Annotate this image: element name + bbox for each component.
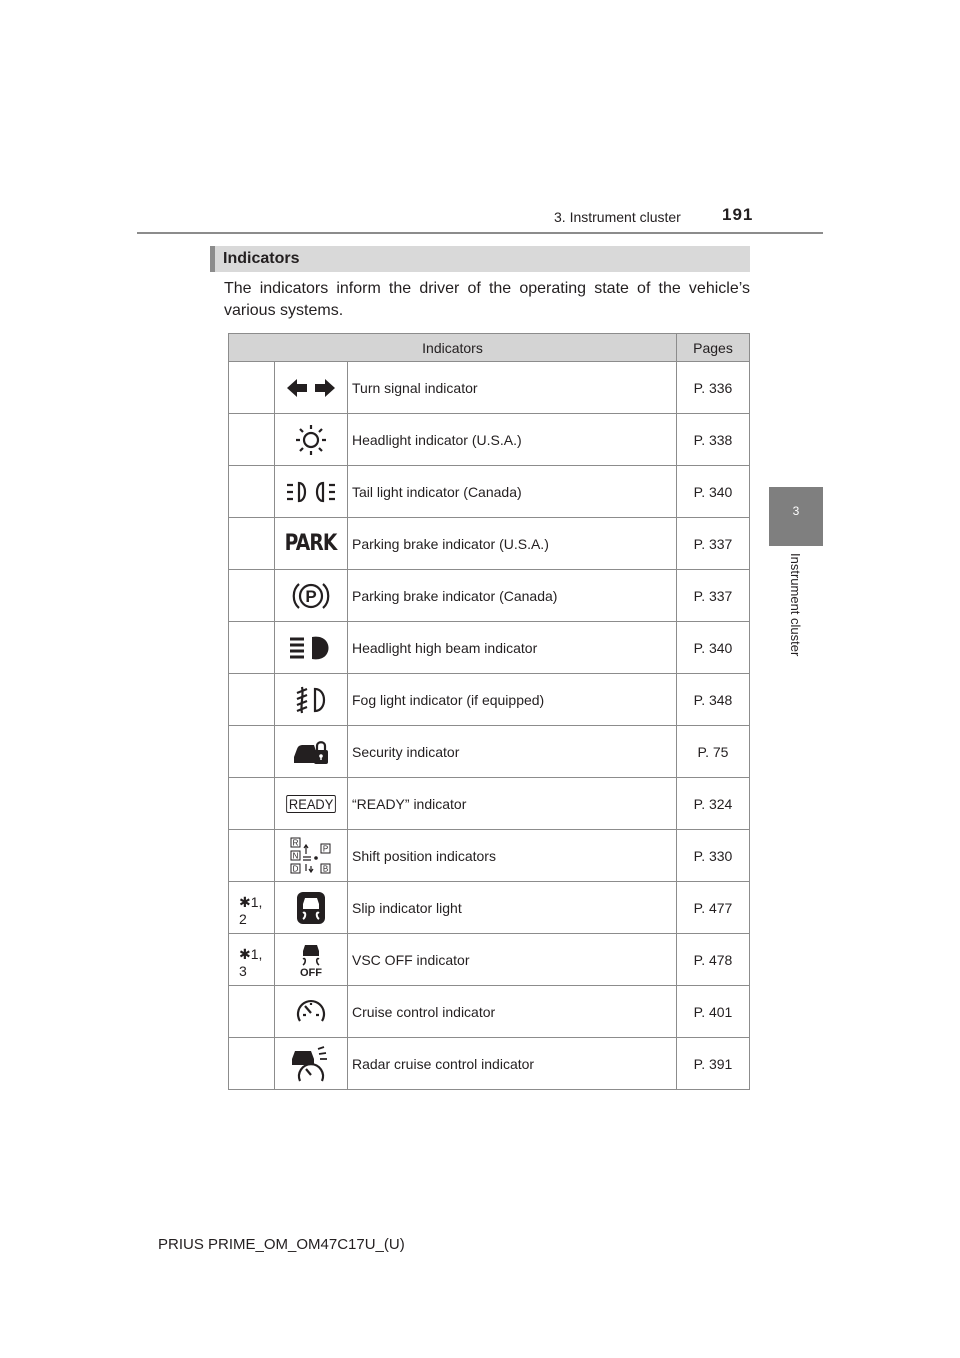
indicator-name: VSC OFF indicator — [348, 934, 677, 986]
page-reference: P. 348 — [677, 674, 750, 726]
parking-brake-letter: P — [305, 586, 317, 606]
row-note-cell — [229, 830, 275, 882]
table-row — [229, 986, 750, 1038]
page-reference: P. 391 — [677, 1038, 750, 1090]
page-reference: P. 75 — [677, 726, 750, 778]
indicator-name: Tail light indicator (Canada) — [348, 466, 677, 518]
indicator-name: Security indicator — [348, 726, 677, 778]
table-row — [229, 518, 750, 570]
table-row — [229, 1038, 750, 1090]
table-row — [229, 466, 750, 518]
vsc-off-icon — [275, 934, 348, 986]
table-row — [229, 414, 750, 466]
indicator-name: Fog light indicator (if equipped) — [348, 674, 677, 726]
page-reference: P. 340 — [677, 466, 750, 518]
ready-icon — [275, 778, 348, 830]
row-note-cell — [229, 778, 275, 830]
row-note-cell — [229, 622, 275, 674]
row-note-cell — [229, 1038, 275, 1090]
row-note-cell — [229, 674, 275, 726]
turn-signal-icon — [275, 362, 348, 414]
indicator-name: Parking brake indicator (U.S.A.) — [348, 518, 677, 570]
table-row — [229, 882, 750, 934]
indicator-name: Shift position indicators — [348, 830, 677, 882]
document-footer: PRIUS PRIME_OM_OM47C17U_(U) — [158, 1236, 405, 1253]
shift-label-d: D — [292, 864, 299, 873]
footnote-numbers: 1, 3 — [239, 946, 263, 979]
shift-label-n: N — [292, 851, 299, 860]
shift-label-p: P — [322, 844, 329, 853]
indicators-table — [228, 333, 750, 1090]
row-note-cell — [229, 414, 275, 466]
footnote-ref — [229, 934, 274, 979]
headlight-icon — [275, 414, 348, 466]
row-note-cell — [229, 986, 275, 1038]
radar-cruise-icon — [275, 1038, 348, 1090]
row-note-cell — [229, 466, 275, 518]
row-note-cell — [229, 362, 275, 414]
park-text-icon — [275, 518, 348, 570]
park-label: PARK — [285, 531, 337, 556]
slip-indicator-icon — [275, 882, 348, 934]
chapter-tab-label: Instrument cluster — [788, 553, 803, 657]
indicator-name: Cruise control indicator — [348, 986, 677, 1038]
indicator-name: Radar cruise control indicator — [348, 1038, 677, 1090]
table-row — [229, 362, 750, 414]
section-heading-bar — [210, 246, 750, 272]
header-pages: Pages — [677, 334, 750, 362]
page-reference: P. 340 — [677, 622, 750, 674]
asterisk-icon: ✱ — [239, 894, 251, 910]
header-rule — [137, 232, 823, 234]
footnote-numbers: 1, 2 — [239, 894, 263, 927]
page-reference: P. 336 — [677, 362, 750, 414]
vsc-off-label: OFF — [300, 966, 322, 978]
section-intro: The indicators inform the driver of the operating state of the vehicle’s various systems. — [224, 280, 750, 319]
row-note-cell — [229, 570, 275, 622]
parking-brake-p-icon — [275, 570, 348, 622]
page-number: 191 — [722, 205, 754, 224]
indicator-name: Parking brake indicator (Canada) — [348, 570, 677, 622]
section-heading-marker — [210, 246, 215, 272]
page-reference: P. 337 — [677, 518, 750, 570]
chapter-tab: 3 — [769, 487, 823, 546]
page-reference: P. 324 — [677, 778, 750, 830]
asterisk-icon: ✱ — [239, 946, 251, 962]
high-beam-icon — [275, 622, 348, 674]
table-row — [229, 726, 750, 778]
shift-label-r: R — [292, 838, 299, 847]
indicator-name: Headlight indicator (U.S.A.) — [348, 414, 677, 466]
page-reference: P. 338 — [677, 414, 750, 466]
page-reference: P. 477 — [677, 882, 750, 934]
indicator-name: “READY” indicator — [348, 778, 677, 830]
row-note-cell — [229, 934, 275, 986]
indicator-name: Turn signal indicator — [348, 362, 677, 414]
running-header-section: 3. Instrument cluster — [554, 209, 681, 225]
header-indicators: Indicators — [229, 334, 677, 362]
page-reference: P. 478 — [677, 934, 750, 986]
shift-label-b: B — [322, 864, 329, 873]
table-header-row — [229, 334, 750, 362]
table-row — [229, 934, 750, 986]
indicator-name: Headlight high beam indicator — [348, 622, 677, 674]
page-reference: P. 401 — [677, 986, 750, 1038]
security-lock-icon — [275, 726, 348, 778]
table-row — [229, 570, 750, 622]
table-row — [229, 674, 750, 726]
cruise-control-icon — [275, 986, 348, 1038]
page-reference: P. 330 — [677, 830, 750, 882]
page-reference: P. 337 — [677, 570, 750, 622]
indicator-name: Slip indicator light — [348, 882, 677, 934]
fog-light-icon — [275, 674, 348, 726]
table-row — [229, 830, 750, 882]
shift-position-icon — [275, 830, 348, 882]
footnote-ref — [229, 882, 274, 927]
row-note-cell — [229, 726, 275, 778]
table-row — [229, 778, 750, 830]
table-row — [229, 622, 750, 674]
ready-label: READY — [286, 795, 336, 813]
tail-light-icon — [275, 466, 348, 518]
section-title: Indicators — [223, 250, 300, 267]
row-note-cell — [229, 518, 275, 570]
row-note-cell — [229, 882, 275, 934]
